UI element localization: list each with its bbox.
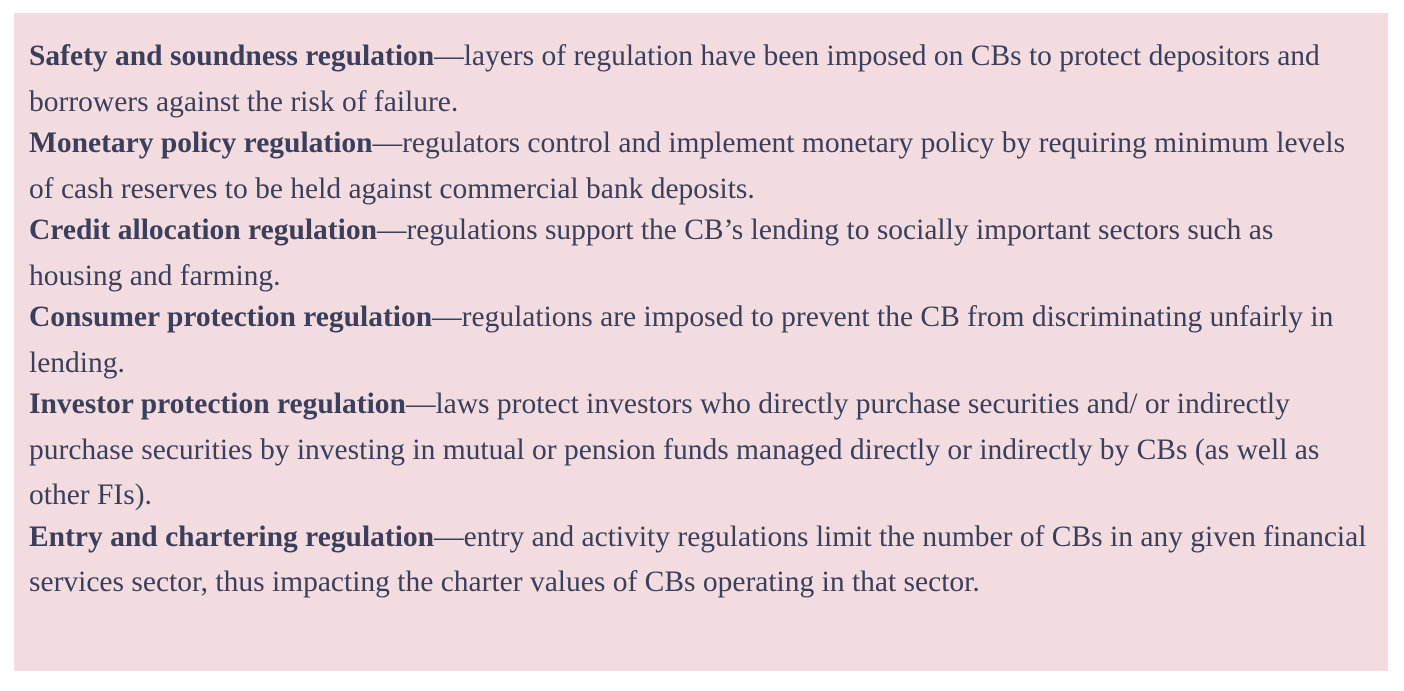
regulation-description: —regulations support the CB’s lending to socially important sectors such as housing and farming. <box>29 214 1274 292</box>
regulation-term: Safety and soundness regulation <box>29 40 435 72</box>
regulation-description: —regulators control and implement monetary policy by requiring minimum levels of cash reserves to be held against commercial bank deposits. <box>29 127 1346 205</box>
regulation-description: —regulations are imposed to prevent the CB from discriminating unfairly in lending. <box>29 301 1334 379</box>
regulation-description: —laws protect investors who directly purchase securities and/ or indirectly purchase securities by investing in mutual or pension funds managed directly or indirectly by CBs (as well as other FIs). <box>29 388 1320 511</box>
regulation-term: Monetary policy regulation <box>29 127 373 159</box>
regulation-entry-credit-allocation <box>29 208 1374 299</box>
regulation-term: Investor protection regulation <box>29 388 406 420</box>
regulation-term: Credit allocation regulation <box>29 214 377 246</box>
regulation-term: Consumer protection regulation <box>29 301 433 333</box>
regulation-entry-consumer-protection <box>29 295 1374 386</box>
regulation-list-panel <box>14 13 1388 671</box>
regulation-term: Entry and chartering regulation <box>29 520 435 553</box>
regulation-entry-safety-soundness <box>29 34 1374 125</box>
regulation-description: —layers of regulation have been imposed on CBs to protect depositors and borrowers against the risk of failure. <box>29 40 1320 118</box>
regulation-entry-entry-chartering <box>29 515 1374 606</box>
regulation-description: —entry and activity regulations limit the number of CBs in any given financial services sector, thus impacting the charter values of CBs operating in that sector. <box>29 520 1367 598</box>
regulation-entry-investor-protection <box>29 382 1374 519</box>
regulation-entry-monetary-policy <box>29 121 1374 212</box>
